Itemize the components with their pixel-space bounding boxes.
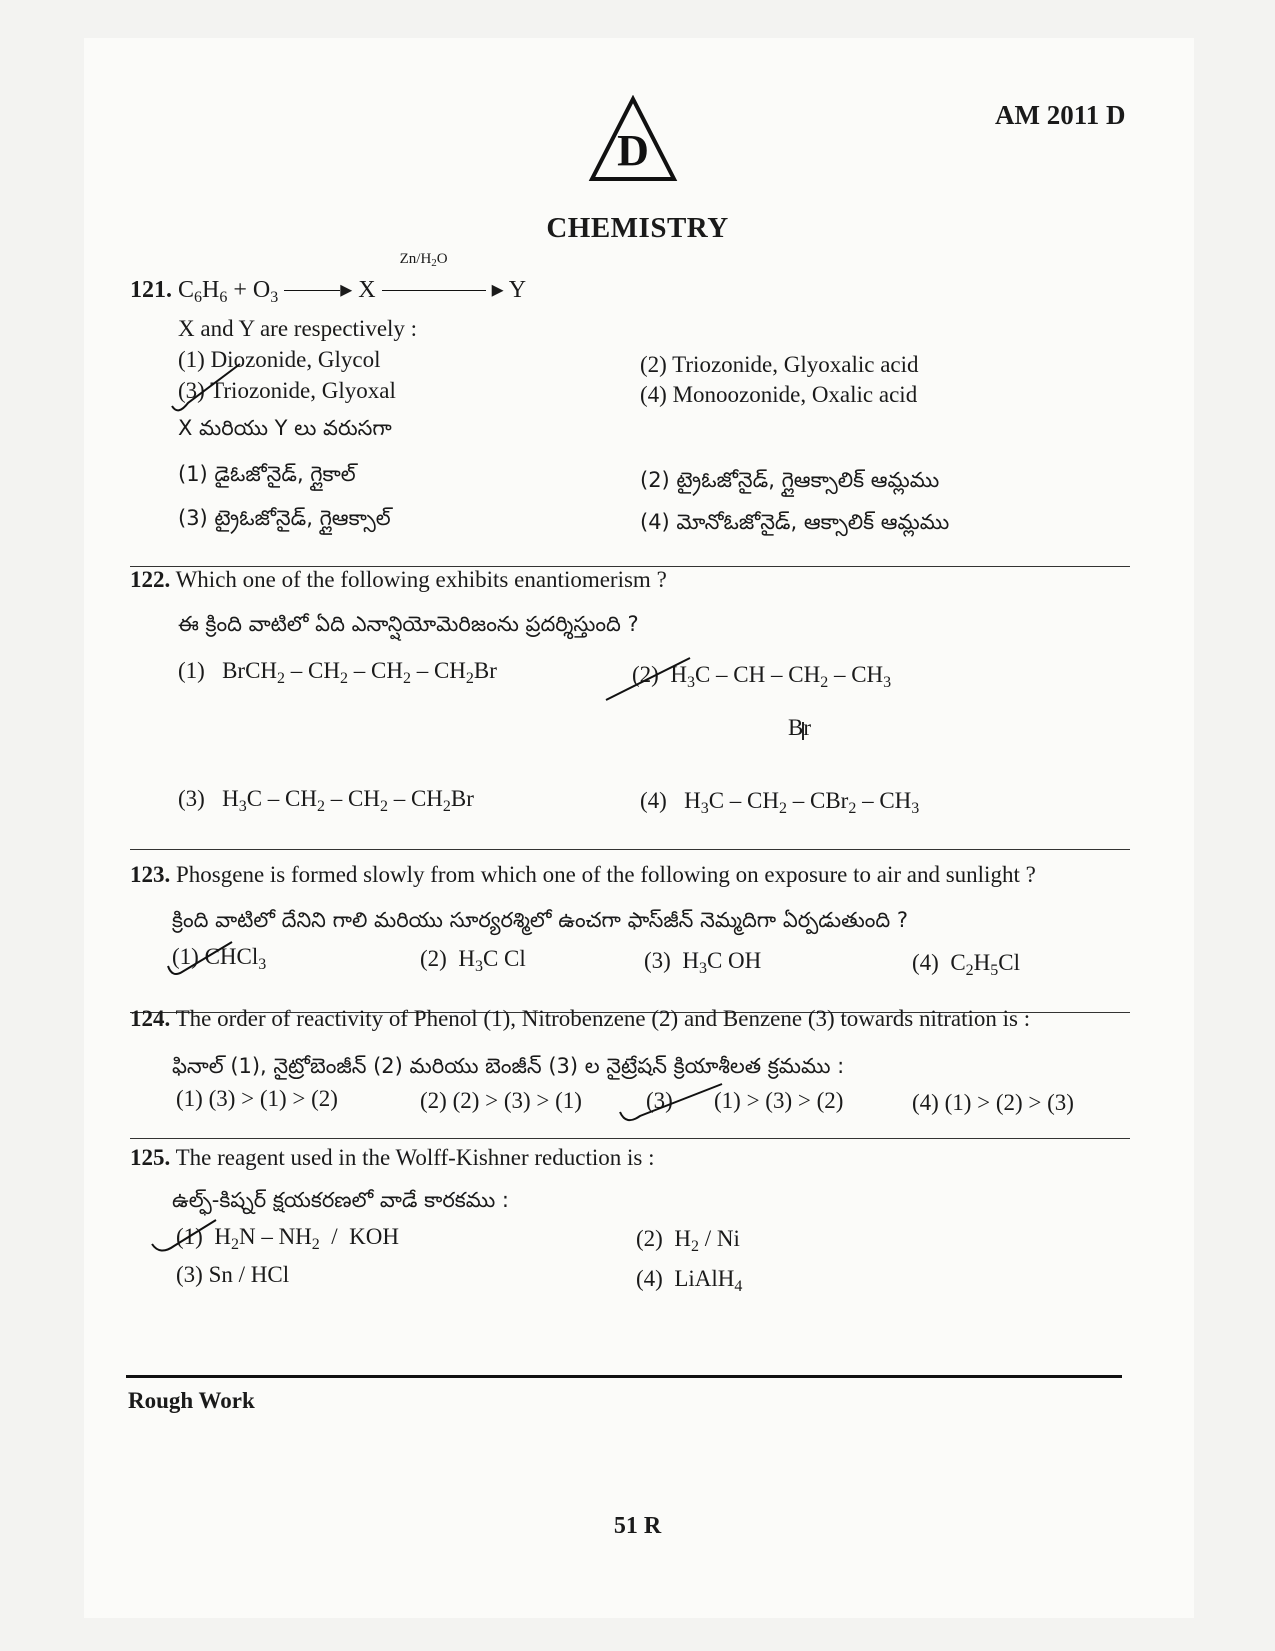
q124-text: 124. The order of reactivity of Phenol (1), Nitrobenzene (2) and Benzene (3) towards nitration is : <box>130 1006 1031 1031</box>
divider <box>130 1138 1130 1139</box>
q124-option-4[interactable]: (4) (1) > (2) > (3) <box>912 1090 1074 1115</box>
q123-tick-mark-icon <box>166 938 236 984</box>
q125-tick-mark-icon <box>150 1214 220 1260</box>
q125-option-1[interactable]: (1) $H_2N - NH_2$ / KOH <box>176 1224 400 1253</box>
q124-tick-mark-icon <box>618 1080 728 1132</box>
rough-work-divider <box>126 1375 1122 1378</box>
divider <box>130 849 1130 850</box>
q121-option-2[interactable]: (2) Triozonide, Glyoxalic acid <box>640 352 919 377</box>
q123-option-2[interactable]: (2) $H_3C$ Cl <box>420 946 526 975</box>
q122-option-4[interactable]: (4) $H_3C - CH_2 - CBr_2 - CH_3$ <box>640 788 920 817</box>
page-number: 51 R <box>613 1513 662 1539</box>
q125-option-4[interactable]: (4) LiAlH$_4$ <box>636 1266 743 1295</box>
q122-text: 122. Which one of the following exhibits enantiomerism ? <box>130 567 667 592</box>
q123-text-telugu: క్రింది వాటిలో దేనిని గాలి మరియు సూర్యరశ్మిలో ఉంచగా ఫాస్‌జీన్ నెమ్మదిగా ఏర్పడుతుంది ? <box>172 908 909 932</box>
q124-option-2[interactable]: (2) (2) > (3) > (1) <box>420 1088 582 1113</box>
q122-option-1[interactable]: (1) BrCH$_2$ – $CH_2 - CH_2 - CH_2Br$ <box>178 658 497 687</box>
q121-tick-mark-icon <box>170 358 250 418</box>
set-letter: D <box>617 126 649 175</box>
q125-option-2[interactable]: (2) $H_2$ / Ni <box>636 1226 740 1255</box>
q121-option-4-telugu[interactable]: (4) మోనోఓజోనైడ్, ఆక్సాలిక్ ఆమ్లము <box>640 510 950 534</box>
q122-branch-label: Br <box>788 715 811 740</box>
q122-text-telugu: ఈ క్రింది వాటిలో ఏది ఎనాన్షియోమెరిజంను ప్రదర్శిస్తుంది ? <box>178 612 639 636</box>
q121-option-4[interactable]: (4) Monoozonide, Oxalic acid <box>640 382 918 407</box>
q124-text-telugu: ఫినాల్ (1), నైట్రోబెంజీన్ (2) మరియు బెంజీన్ (3) ల నైట్రేషన్ క్రియాశీలత క్రమము : <box>172 1054 845 1078</box>
q124-option-3[interactable]: (3) <box>646 1088 673 1113</box>
paper-code: AM 2011 D <box>995 100 1126 130</box>
q123-text: 123. Phosgene is formed slowly from which one of the following on exposure to air and sunlight ? <box>130 862 1036 887</box>
q121-option-1-telugu[interactable]: (1) డైఓజోనైడ్, గ్లైకాల్ <box>178 462 356 486</box>
q121-reaction: 121. $C_6H_6 + O_3$ ▸ X $Zn/H_2O$ ▸ Y <box>130 251 527 306</box>
q121-option-3-telugu[interactable]: (3) ట్రైఓజోనైడ్, గ్లైఆక్సాల్ <box>178 506 391 530</box>
q121-text-telugu: X మరియు Y లు వరుసగా <box>178 416 392 440</box>
q123-option-4[interactable]: (4) $C_2H_5Cl$ <box>912 950 1021 979</box>
q123-option-1[interactable]: (1) CHCl$_3$ <box>172 944 267 973</box>
q124-option-3-value: (1) > (3) > (2) <box>714 1088 844 1113</box>
q121-option-3[interactable]: (3) Triozonide, Glyoxal <box>178 378 396 403</box>
q125-option-3[interactable]: (3) Sn / HCl <box>176 1262 290 1287</box>
q125-text: 125. The reagent used in the Wolff-Kishner reduction is : <box>130 1145 655 1170</box>
q122-option-2[interactable]: (2) $H_3C$ – CH – $CH_2 - CH_3$ <box>632 662 892 691</box>
subject-title: CHEMISTRY <box>546 212 729 244</box>
q121-option-2-telugu[interactable]: (2) ట్రైఓజోనైడ్, గ్లైఆక్సాలిక్ ఆమ్లము <box>640 468 940 492</box>
set-triangle-icon <box>588 95 678 183</box>
rough-work-label: Rough Work <box>128 1388 255 1413</box>
q124-option-1[interactable]: (1) (3) > (1) > (2) <box>176 1086 338 1111</box>
q123-option-3[interactable]: (3) $H_3C$ OH <box>644 948 762 977</box>
q121-option-1[interactable]: (1) Diozonide, Glycol <box>178 347 381 372</box>
q121-text: X and Y are respectively : <box>178 316 418 341</box>
q125-text-telugu: ఉల్ఫ్-కిష్నర్ క్షయకరణలో వాడే కారకము : <box>172 1188 509 1212</box>
q122-tick-mark-icon <box>604 654 694 706</box>
q122-option-3[interactable]: (3) $H_3C - CH_2 - CH_2 - CH_2Br$ <box>178 786 474 815</box>
